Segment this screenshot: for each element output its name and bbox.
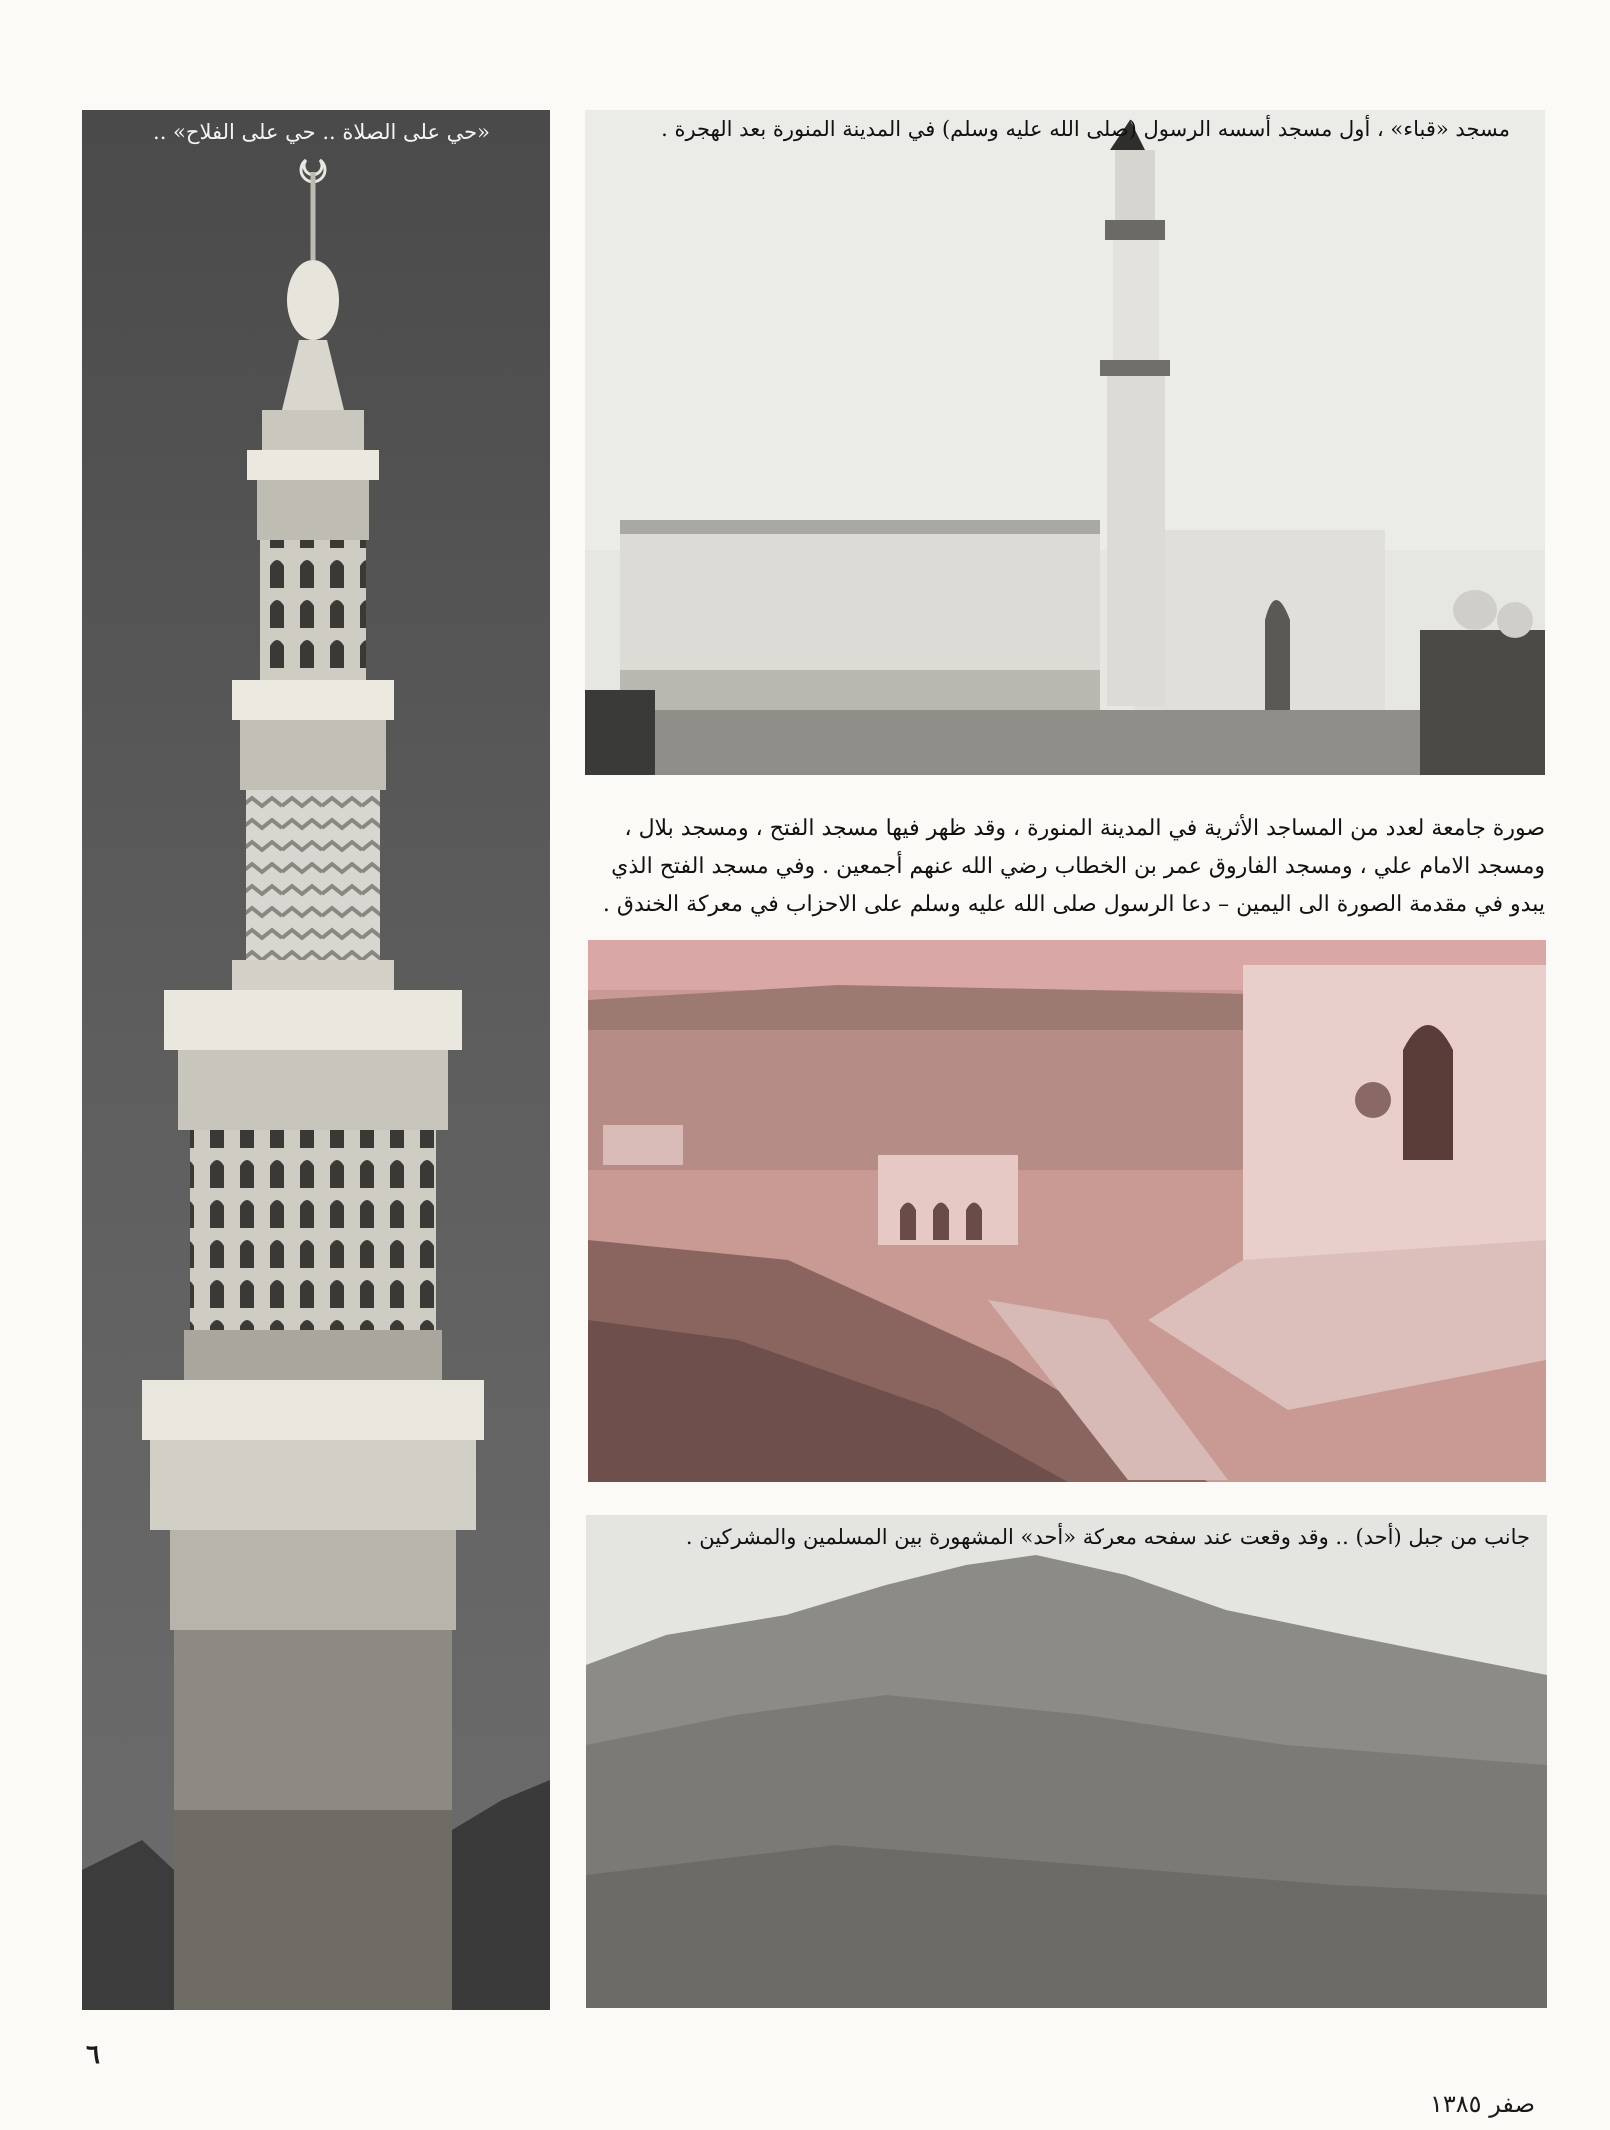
quba-caption: مسجد «قباء» ، أول مسجد أسسه الرسول (صلى الله عليه وسلم) في المدينة المنورة بعد الهجرة .	[661, 117, 1510, 141]
caption-line: يبدو في مقدمة الصورة الى اليمين – دعا الرسول صلى الله عليه وسلم على الاحزاب في معركة الخندق .	[602, 892, 1545, 917]
quba-mosque-photo	[585, 110, 1545, 775]
page-number: ٦	[86, 2040, 100, 2070]
issue-date: صفر ١٣٨٥	[1430, 2090, 1535, 2118]
seven-mosques-photo	[588, 940, 1546, 1482]
caption-line: ومسجد الامام علي ، ومسجد الفاروق عمر بن الخطاب رضي الله عنهم أجمعين . وفي مسجد الفتح الذي	[611, 854, 1545, 879]
minaret-caption: «حي على الصلاة .. حي على الفلاح» ..	[153, 120, 490, 144]
seven-mosques-caption	[585, 810, 1545, 924]
mount-uhud-photo	[586, 1515, 1547, 2008]
minaret-photo	[82, 110, 550, 2010]
caption-line: صورة جامعة لعدد من المساجد الأثرية في المدينة المنورة ، وقد ظهر فيها مسجد الفتح ، ومسجد بلال ،	[624, 816, 1545, 841]
uhud-caption: جانب من جبل (أحد) .. وقد وقعت عند سفحه معركة «أحد» المشهورة بين المسلمين والمشركين .	[685, 1525, 1530, 1549]
